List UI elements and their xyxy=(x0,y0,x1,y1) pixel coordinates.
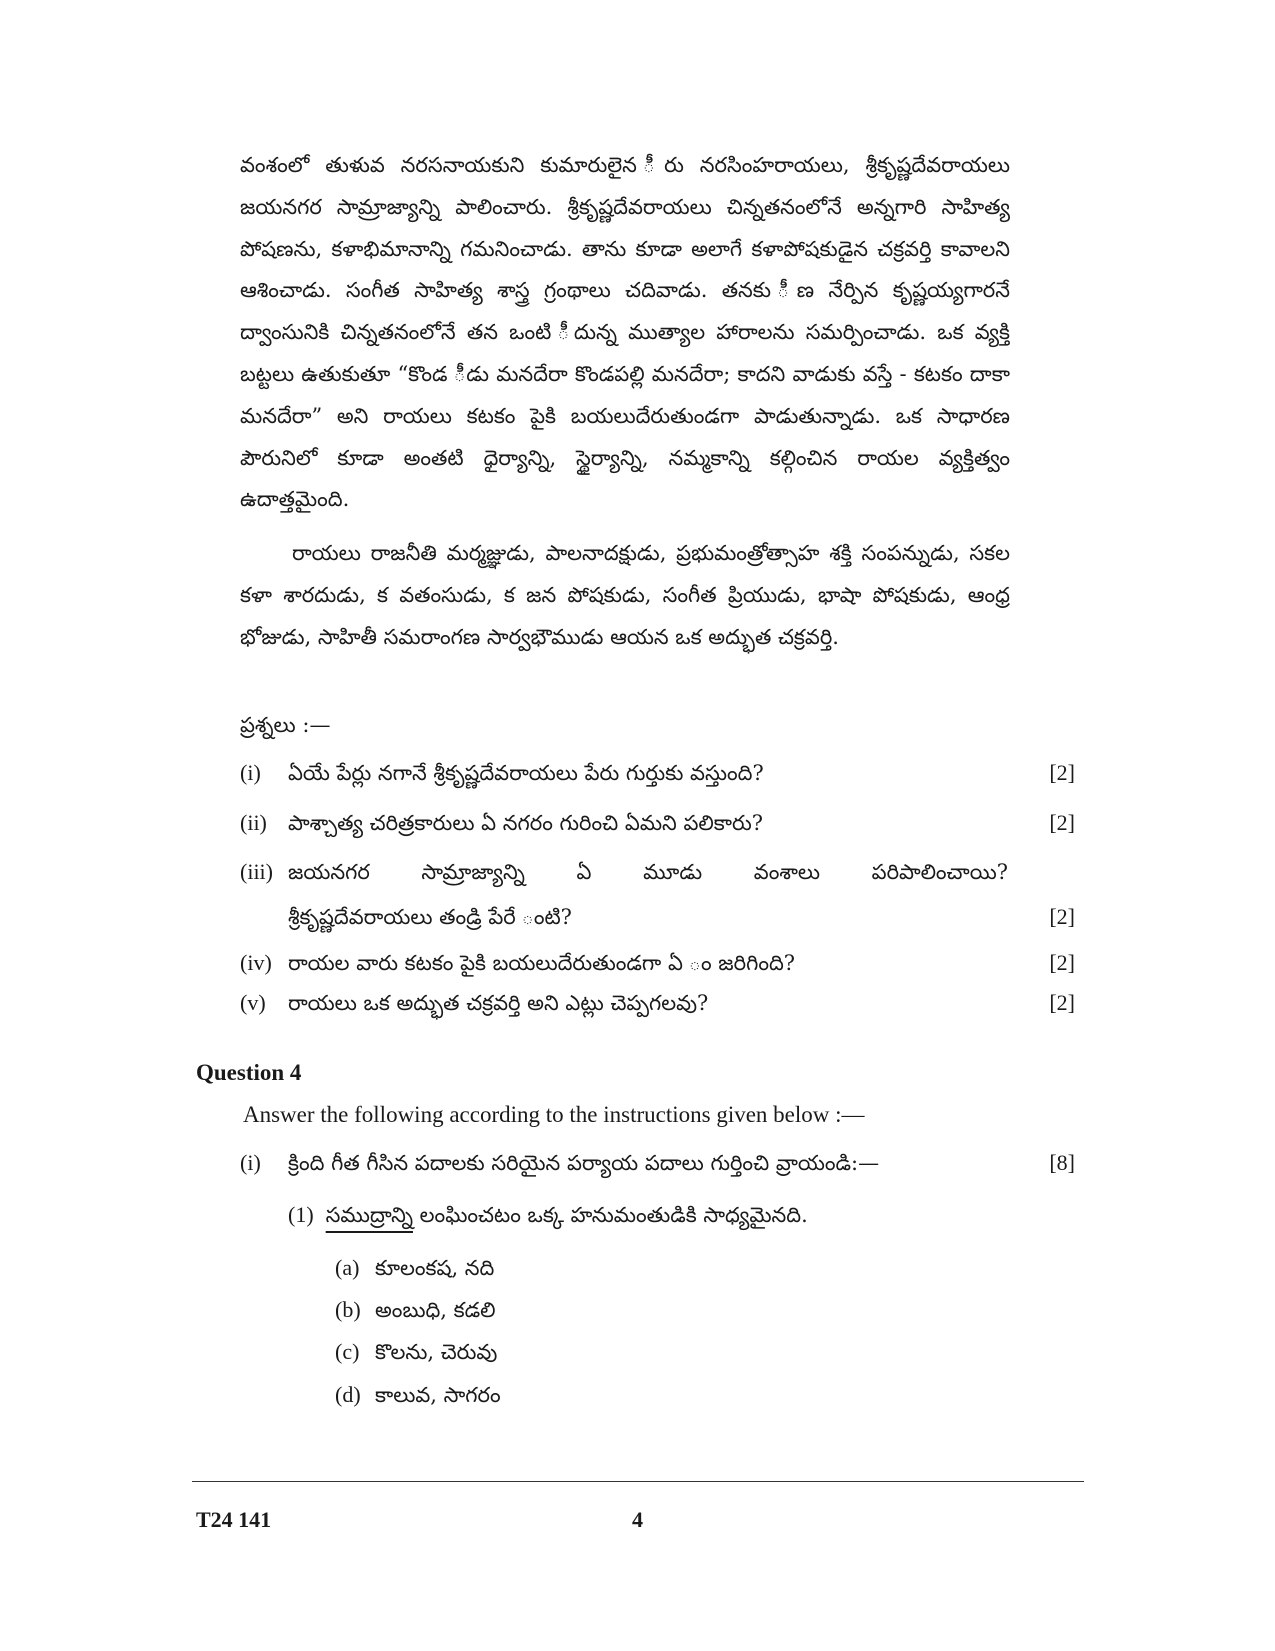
footer-divider xyxy=(192,1481,1084,1482)
option-c xyxy=(335,1337,497,1367)
question-marks: [2] xyxy=(1049,810,1075,835)
underlined-word: సముద్రాన్ని xyxy=(325,1203,413,1227)
option-label: (b) xyxy=(335,1297,361,1322)
question-number: (i) xyxy=(240,760,261,785)
question-text: జయనగర సామ్రాజ్యాన్ని ఏ మూడు వంశాలు పరిపాలించాయి? xyxy=(288,860,1008,884)
question-number: (iii) xyxy=(240,859,273,884)
question-text-continued: శ్రీకృష్ణదేవరాయలు తండ్రి పేరే ంటి? xyxy=(288,905,572,929)
paper-code: T24 141 xyxy=(196,1507,272,1532)
item-text: లంఘించటం ఒక్క హనుమంతుడికి సాధ్యమైనది. xyxy=(412,1203,808,1227)
option-label: (d) xyxy=(335,1382,361,1407)
item-1 xyxy=(288,1200,808,1230)
question-marks: [2] xyxy=(1049,904,1075,929)
sub-question-text: క్రింది గీత గీసిన పదాలకు సరియైన పర్యాయ పదాలు గుర్తించి వ్రాయండి:— xyxy=(288,1151,880,1175)
question-4-instructions: Answer the following according to the instructions given below :— xyxy=(243,1102,865,1127)
option-b xyxy=(335,1295,496,1325)
question-text: ఏయే పేర్లు నగానే శ్రీకృష్ణదేవరాయలు పేరు గుర్తుకు వస్తుంది? xyxy=(288,761,764,785)
question-text: రాయలు ఒక అద్భుత చక్రవర్తి అని ఎట్లు చెప్పగలవు? xyxy=(288,991,709,1015)
option-d xyxy=(335,1380,501,1410)
question-marks: [2] xyxy=(1049,990,1075,1015)
option-text: అంబుధి, కడలి xyxy=(375,1298,496,1322)
reading-passage xyxy=(240,145,1010,659)
passage-paragraph-2: రాయలు రాజనీతి మర్మజ్ఞుడు, పాలనాదక్షుడు, ప్రభుమంత్రోత్సాహ శక్తి సంపన్నుడు, సకల కళా శారదుడు, క వతంసుడు, క జన పోషకుడు, సంగీత ప్రియుడు, భాషా పోషకుడు, ఆంధ్ర భోజుడు, సాహితీ సమరాంగణ సార్వభౌముడు ఆయన ఒక అద్భుత చక్రవర్తి. xyxy=(240,541,1010,649)
option-text: కూలంకష, నది xyxy=(375,1256,495,1280)
page-number: 4 xyxy=(632,1507,643,1532)
question-text: పాశ్చాత్య చరిత్రకారులు ఏ నగరం గురించి ఏమని పలికారు? xyxy=(288,811,763,835)
question-number: (v) xyxy=(240,990,266,1015)
question-item-iii xyxy=(240,857,1075,937)
questions-heading: ప్రశ్నలు :— xyxy=(240,713,331,737)
option-text: కాలువ, సాగరం xyxy=(375,1383,501,1407)
sub-question-number: (i) xyxy=(240,1150,261,1175)
option-text: కొలను, చెరువు xyxy=(375,1340,498,1364)
item-number: (1) xyxy=(288,1202,314,1227)
question-text: రాయల వారు కటకం పైకి బయలుదేరుతుండగా ఏ ం జరిగింది? xyxy=(288,951,796,975)
option-label: (a) xyxy=(335,1255,360,1280)
question-number: (iv) xyxy=(240,950,272,975)
question-marks: [2] xyxy=(1049,950,1075,975)
question-4-title: Question 4 xyxy=(196,1060,302,1085)
question-number: (ii) xyxy=(240,810,267,835)
question-marks: [2] xyxy=(1049,760,1075,785)
passage-paragraph-1: వంశంలో తుళువ నరసనాయకుని కుమారులైన ీరు నరసింహరాయలు, శ్రీకృష్ణదేవరాయలు జయనగర సామ్రాజ్యాన్ని పాలించారు. శ్రీకృష్ణదేవరాయలు చిన్నతనంలోనే అన్నగారి సాహిత్య పోషణను, కళాభిమానాన్ని గమనించాడు. తాను కూడా అలాగే కళాపోషకుడైన చక్రవర్తి కావాలని ఆశించాడు. సంగీత సాహిత్య శాస్త్ర గ్రంథాలు చదివాడు. తనకు ీణ నేర్పిన కృష్ణయ్యగారనే ద్వాంసునికి చిన్నతనంలోనే తన ఒంటి ీదున్న ముత్యాల హారాలను సమర్పించాడు. ఒక వ్యక్తి బట్టలు ఉతుకుతూ “కొండ ీడు మనదేరా కొండపల్లి మనదేరా; కాదని వాడుకు వస్తే - కటకం దాకా మనదేరా” అని రాయలు కటకం పైకి బయలుదేరుతుండగా పాడుతున్నాడు. ఒక సాధారణ పౌరునిలో కూడా అంతటి ధైర్యాన్ని, స్థైర్యాన్ని, నమ్మకాన్ని కల్గించిన రాయల వ్యక్తిత్వం ఉదాత్తమైంది. xyxy=(240,153,1010,512)
option-label: (c) xyxy=(335,1339,360,1364)
option-a xyxy=(335,1253,494,1283)
sub-question-marks: [8] xyxy=(1049,1150,1075,1175)
